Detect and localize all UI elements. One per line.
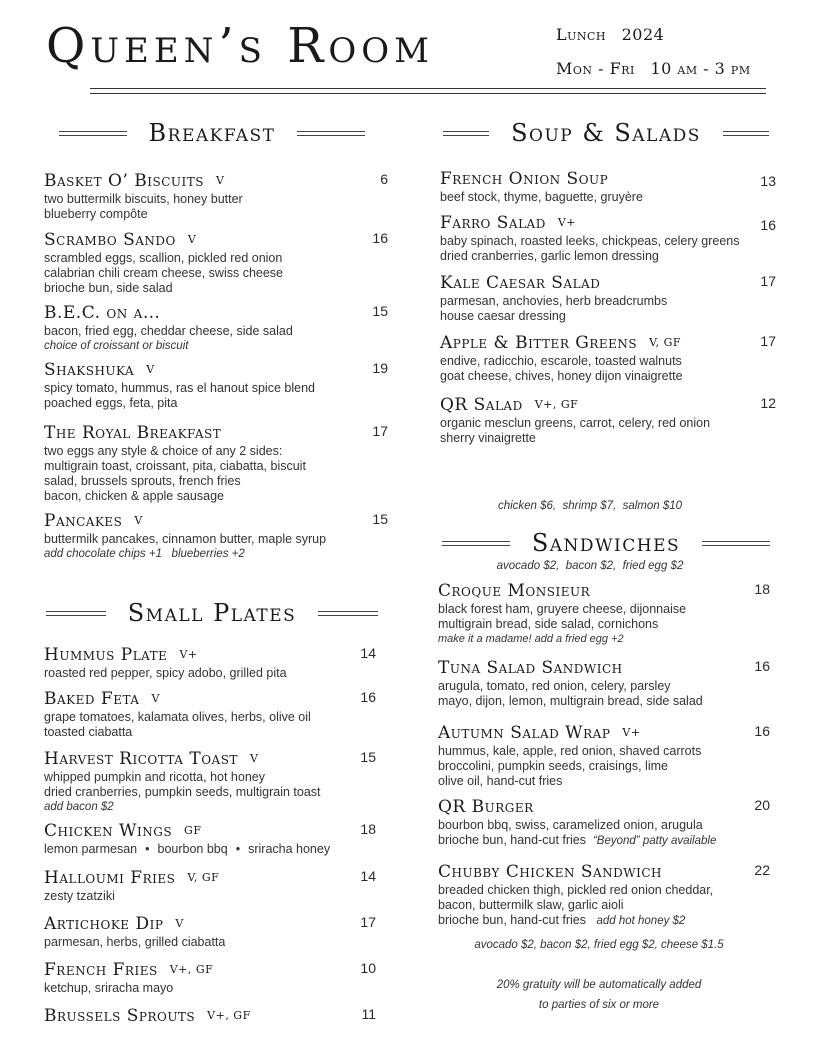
item-name: Tuna Salad Sandwich xyxy=(438,658,623,678)
diet-tag: V+, GF xyxy=(169,963,214,976)
diet-tag: V xyxy=(175,917,184,930)
service-days: Mon - Fri xyxy=(556,59,635,78)
header-divider xyxy=(90,88,766,94)
sandwiches-list xyxy=(438,580,770,1015)
item-desc: brioche bun, hand-cut fries xyxy=(438,913,587,927)
item-price: 22 xyxy=(754,862,770,878)
item-name: Chubby Chicken Sandwich xyxy=(438,862,663,882)
menu-item xyxy=(44,959,376,1005)
diet-tag: V+ xyxy=(179,648,198,661)
item-price: 15 xyxy=(372,511,388,527)
item-desc: roasted red pepper, spicy adobo, grilled pita xyxy=(44,666,287,680)
restaurant-title: Queen’s Room xyxy=(46,18,434,74)
item-desc: sherry vinaigrette xyxy=(440,431,536,445)
item-name: Harvest Ricotta Toast xyxy=(44,749,238,769)
add-ons-line: avocado $2, bacon $2, fried egg $2 xyxy=(496,560,684,572)
item-note: “Beyond” patty available xyxy=(592,835,717,847)
item-price: 13 xyxy=(760,173,776,189)
item-name: French Fries xyxy=(44,960,158,980)
diet-tag: GF xyxy=(184,824,202,837)
item-price: 17 xyxy=(760,273,776,289)
diet-tag: V xyxy=(134,514,143,527)
item-desc: dried cranberries, pumpkin seeds, multigrain toast xyxy=(44,785,321,799)
item-price: 14 xyxy=(360,868,376,884)
item-name: QR Burger xyxy=(438,797,534,817)
diet-tag: V+, GF xyxy=(207,1009,251,1022)
item-note: add chocolate chips +1 blueberries +2 xyxy=(44,548,245,560)
diet-tag: V xyxy=(187,233,197,246)
diet-tag: V+ xyxy=(622,726,641,739)
item-name: Halloumi Fries xyxy=(44,868,176,888)
item-desc: breaded chicken thigh, pickled red onion cheddar, xyxy=(438,883,714,897)
item-price: 20 xyxy=(754,797,770,813)
diet-tag: V xyxy=(146,363,155,376)
item-desc: parmesan, anchovies, herb breadcrumbs xyxy=(440,294,668,308)
item-desc: multigrain toast, croissant, pita, ciabatta, biscuit xyxy=(44,459,306,473)
soup-salads-heading: Soup & Salads xyxy=(440,118,772,148)
diet-tag: V xyxy=(151,692,160,705)
item-price: 17 xyxy=(760,333,776,349)
gratuity-line: to parties of six or more xyxy=(538,999,660,1011)
item-price: 18 xyxy=(754,581,770,597)
item-price: 16 xyxy=(760,217,776,233)
sauce-option: bourbon bbq xyxy=(157,842,228,856)
item-name: Apple & Bitter Greens xyxy=(440,333,638,353)
item-price: 12 xyxy=(760,395,776,411)
item-desc: hummus, kale, apple, red onion, shaved carrots xyxy=(438,744,702,758)
menu-item xyxy=(44,170,388,229)
item-price: 17 xyxy=(360,914,376,930)
item-desc: broccolini, pumpkin seeds, craisings, lime xyxy=(438,759,668,773)
item-desc: bacon, fried egg, cheddar cheese, side salad xyxy=(44,324,293,338)
item-desc: ketchup, sriracha mayo xyxy=(44,981,174,995)
sauce-option: lemon parmesan xyxy=(44,842,138,856)
item-price: 17 xyxy=(372,423,388,439)
item-desc: endive, radicchio, escarole, toasted walnuts xyxy=(440,354,682,368)
item-note: add bacon $2 xyxy=(44,801,114,813)
breakfast-heading: Breakfast xyxy=(46,118,378,148)
menu-item xyxy=(438,861,770,937)
item-desc: dried cranberries, garlic lemon dressing xyxy=(440,249,659,263)
menu-item xyxy=(440,168,776,212)
item-desc: blueberry compôte xyxy=(44,207,148,221)
item-desc: bacon, buttermilk slaw, garlic aioli xyxy=(438,898,624,912)
item-name: Brussels Sprouts xyxy=(44,1006,196,1026)
menu-item xyxy=(44,867,376,913)
item-desc: salad, brussels sprouts, french fries xyxy=(44,474,241,488)
item-desc: zesty tzatziki xyxy=(44,889,115,903)
small-plates-list xyxy=(44,644,376,1031)
item-desc: spicy tomato, hummus, ras el hanout spice blend xyxy=(44,381,315,395)
menu-item xyxy=(440,394,776,456)
item-desc: whipped pumpkin and ricotta, hot honey xyxy=(44,770,265,784)
item-desc: two eggs any style & choice of any 2 sides: xyxy=(44,444,283,458)
item-desc: organic mesclun greens, carrot, celery, red onion xyxy=(440,416,711,430)
menu-item xyxy=(44,510,388,566)
item-price: 16 xyxy=(360,689,376,705)
diet-tag: V+ xyxy=(557,216,577,229)
item-name: The Royal Breakfast xyxy=(44,423,222,443)
item-desc: calabrian chili cream cheese, swiss cheese xyxy=(44,266,283,280)
breakfast-list xyxy=(44,170,388,566)
small-plates-heading: Small Plates xyxy=(46,598,378,628)
diet-tag: V, GF xyxy=(187,871,220,884)
item-price: 15 xyxy=(360,749,376,765)
item-desc: bacon, chicken & apple sausage xyxy=(44,489,224,503)
item-name: Autumn Salad Wrap xyxy=(438,723,611,743)
item-name: Pancakes xyxy=(44,511,123,531)
menu-item xyxy=(438,657,770,722)
item-price: 16 xyxy=(372,230,388,246)
item-desc: brioche bun, side salad xyxy=(44,281,173,295)
item-desc: arugula, tomato, red onion, celery, parsley xyxy=(438,679,671,693)
item-desc: bourbon bbq, swiss, caramelized onion, arugula xyxy=(438,818,703,832)
item-desc: beef stock, thyme, baguette, gruyère xyxy=(440,190,643,204)
item-desc: poached eggs, feta, pita xyxy=(44,396,178,410)
item-desc: mayo, dijon, lemon, multigrain bread, side salad xyxy=(438,694,703,708)
item-desc: parmesan, herbs, grilled ciabatta xyxy=(44,935,226,949)
item-price: 16 xyxy=(754,658,770,674)
item-price: 19 xyxy=(372,360,388,376)
menu-item xyxy=(44,748,376,820)
item-name: Chicken Wings xyxy=(44,821,173,841)
menu-item xyxy=(440,272,776,332)
meal-label: Lunch xyxy=(556,25,607,44)
diet-tag: V xyxy=(215,174,225,187)
menu-item xyxy=(440,212,776,272)
menu-item xyxy=(44,644,376,688)
item-desc: baby spinach, roasted leeks, chickpeas, celery greens xyxy=(440,234,740,248)
item-price: 10 xyxy=(360,960,376,976)
item-name: Shakshuka xyxy=(44,360,135,380)
item-price: 14 xyxy=(360,645,376,661)
item-desc: grape tomatoes, kalamata olives, herbs, olive oil xyxy=(44,710,311,724)
gratuity-line: 20% gratuity will be automatically added xyxy=(496,979,702,991)
menu-item xyxy=(44,302,388,359)
item-name: Baked Feta xyxy=(44,689,140,709)
menu-item xyxy=(438,722,770,796)
item-name: Kale Caesar Salad xyxy=(440,273,601,293)
item-desc: buttermilk pancakes, cinnamon butter, maple syrup xyxy=(44,532,327,546)
item-name: QR Salad xyxy=(440,395,523,415)
menu-item xyxy=(44,422,388,510)
item-name: French Onion Soup xyxy=(440,169,609,189)
item-desc: brioche bun, hand-cut fries xyxy=(438,833,587,847)
menu-item xyxy=(44,359,388,422)
menu-item xyxy=(44,229,388,302)
menu-item xyxy=(438,796,770,861)
gratuity-notice xyxy=(438,975,760,1015)
item-desc: olive oil, hand-cut fries xyxy=(438,774,563,788)
menu-item xyxy=(44,1005,376,1031)
item-desc: two buttermilk biscuits, honey butter xyxy=(44,192,243,206)
item-price: 18 xyxy=(360,821,376,837)
item-name: Artichoke Dip xyxy=(44,914,164,934)
item-name: B.E.C. on a… xyxy=(44,303,161,323)
item-price: 6 xyxy=(380,171,388,187)
menu-year: 2024 xyxy=(621,25,665,44)
item-desc: house caesar dressing xyxy=(440,309,566,323)
diet-tag: V+, GF xyxy=(534,398,579,411)
menu-item xyxy=(44,688,376,748)
item-note: choice of croissant or biscuit xyxy=(44,340,189,352)
add-ons-line: chicken $6, shrimp $7, salmon $10 xyxy=(497,500,683,512)
item-name: Scrambo Sando xyxy=(44,230,176,250)
menu-item xyxy=(440,332,776,394)
item-note: add hot honey $2 xyxy=(596,915,686,927)
item-name: Basket O’ Biscuits xyxy=(44,171,204,191)
menu-item xyxy=(44,913,376,959)
item-price: 11 xyxy=(361,1006,376,1022)
item-name: Hummus Plate xyxy=(44,645,168,665)
item-note: make it a madame! add a fried egg +2 xyxy=(438,633,624,645)
item-desc: scrambled eggs, scallion, pickled red onion xyxy=(44,251,283,265)
item-desc: multigrain bread, side salad, cornichons xyxy=(438,617,659,631)
item-desc: goat cheese, chives, honey dijon vinaigrette xyxy=(440,369,683,383)
service-time: 10 am - 3 pm xyxy=(650,59,751,78)
item-desc: black forest ham, gruyere cheese, dijonnaise xyxy=(438,602,687,616)
item-desc: toasted ciabatta xyxy=(44,725,133,739)
menu-item: Chicken Wings GF 18 lemon parmesan • bourbon bbq • sriracha honey xyxy=(44,821,376,856)
sandwich-add-ons: avocado $2, bacon $2, fried egg $2, cheese $1.5 xyxy=(474,939,724,951)
item-price: 15 xyxy=(372,303,388,319)
diet-tag: V, GF xyxy=(649,336,682,349)
item-price: 16 xyxy=(754,723,770,739)
diet-tag: V xyxy=(249,752,259,765)
menu-item xyxy=(438,580,770,657)
item-name: Croque Monsieur xyxy=(438,581,591,601)
service-hours xyxy=(556,22,761,90)
item-name: Farro Salad xyxy=(440,213,546,233)
sandwiches-heading: Sandwiches xyxy=(440,528,772,558)
sauce-option: sriracha honey xyxy=(248,842,331,856)
